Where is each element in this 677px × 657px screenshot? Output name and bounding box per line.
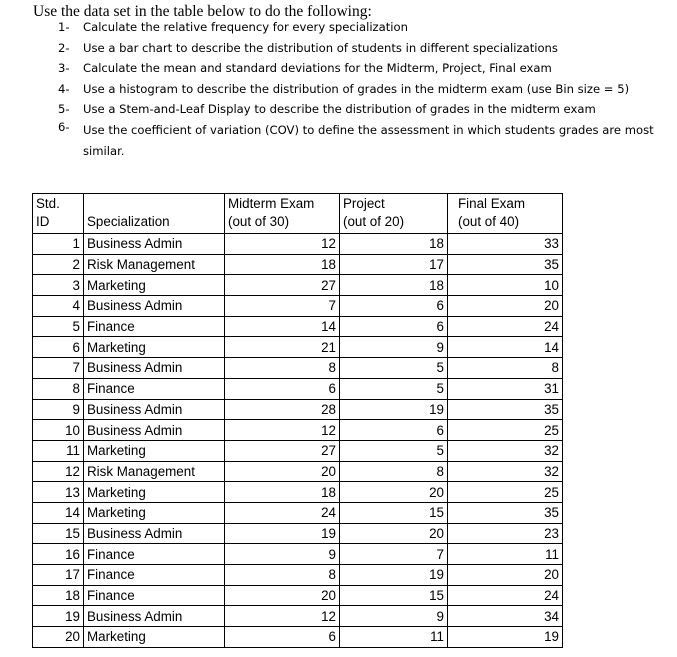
table-row bbox=[33, 565, 563, 586]
table-row bbox=[33, 606, 563, 627]
cell-std-id: 1 bbox=[33, 234, 84, 255]
task-number: 6- bbox=[58, 119, 70, 134]
table-row bbox=[33, 399, 563, 420]
cell-std-id: 13 bbox=[33, 482, 84, 503]
cell-std-id: 6 bbox=[33, 337, 84, 358]
cell-project: 5 bbox=[340, 378, 448, 399]
table-row bbox=[33, 378, 563, 399]
cell-std-id: 11 bbox=[33, 440, 84, 461]
table-row bbox=[33, 254, 563, 275]
grades-table bbox=[32, 193, 563, 648]
cell-specialization: Finance bbox=[84, 316, 225, 337]
header-specialization: Specialization bbox=[84, 194, 225, 234]
cell-project: 18 bbox=[340, 234, 448, 255]
cell-project: 7 bbox=[340, 544, 448, 565]
task-item bbox=[58, 61, 673, 82]
cell-midterm: 12 bbox=[225, 234, 340, 255]
cell-final: 11 bbox=[448, 544, 563, 565]
cell-midterm: 27 bbox=[225, 275, 340, 296]
cell-specialization: Risk Management bbox=[84, 254, 225, 275]
cell-final: 19 bbox=[448, 627, 563, 648]
cell-specialization: Business Admin bbox=[84, 523, 225, 544]
task-number: 5- bbox=[58, 102, 70, 117]
cell-midterm: 12 bbox=[225, 420, 340, 441]
cell-specialization: Marketing bbox=[84, 482, 225, 503]
cell-final: 25 bbox=[448, 482, 563, 503]
cell-midterm: 19 bbox=[225, 523, 340, 544]
cell-project: 5 bbox=[340, 358, 448, 379]
cell-final: 33 bbox=[448, 234, 563, 255]
cell-std-id: 19 bbox=[33, 606, 84, 627]
cell-final: 14 bbox=[448, 337, 563, 358]
cell-midterm: 8 bbox=[225, 358, 340, 379]
cell-project: 6 bbox=[340, 296, 448, 317]
cell-midterm: 24 bbox=[225, 502, 340, 523]
table-row bbox=[33, 420, 563, 441]
cell-std-id: 12 bbox=[33, 461, 84, 482]
table-row bbox=[33, 337, 563, 358]
cell-specialization: Business Admin bbox=[84, 234, 225, 255]
cell-final: 20 bbox=[448, 296, 563, 317]
cell-midterm: 14 bbox=[225, 316, 340, 337]
header-std-id: Std. ID bbox=[33, 194, 84, 234]
table-row bbox=[33, 544, 563, 565]
cell-midterm: 8 bbox=[225, 565, 340, 586]
cell-std-id: 3 bbox=[33, 275, 84, 296]
cell-specialization: Marketing bbox=[84, 502, 225, 523]
cell-specialization: Business Admin bbox=[84, 296, 225, 317]
cell-specialization: Business Admin bbox=[84, 399, 225, 420]
cell-midterm: 18 bbox=[225, 254, 340, 275]
task-number: 1- bbox=[58, 20, 70, 34]
cell-project: 9 bbox=[340, 606, 448, 627]
cell-specialization: Business Admin bbox=[84, 358, 225, 379]
cell-specialization: Marketing bbox=[84, 337, 225, 358]
header-project: Project (out of 20) bbox=[340, 194, 448, 234]
cell-std-id: 16 bbox=[33, 544, 84, 565]
cell-midterm: 6 bbox=[225, 378, 340, 399]
cell-final: 8 bbox=[448, 358, 563, 379]
cell-specialization: Finance bbox=[84, 585, 225, 606]
cell-final: 35 bbox=[448, 502, 563, 523]
cell-project: 19 bbox=[340, 399, 448, 420]
cell-specialization: Business Admin bbox=[84, 606, 225, 627]
task-number: 2- bbox=[58, 40, 70, 55]
cell-project: 20 bbox=[340, 523, 448, 544]
cell-specialization: Marketing bbox=[84, 275, 225, 296]
cell-std-id: 10 bbox=[33, 420, 84, 441]
cell-midterm: 18 bbox=[225, 482, 340, 503]
cell-midterm: 21 bbox=[225, 337, 340, 358]
header-midterm: Midterm Exam (out of 30) bbox=[225, 194, 340, 234]
cell-specialization: Finance bbox=[84, 544, 225, 565]
cell-project: 17 bbox=[340, 254, 448, 275]
cell-std-id: 8 bbox=[33, 378, 84, 399]
cell-project: 18 bbox=[340, 275, 448, 296]
instructions-title: Use the data set in the table below to do the following: bbox=[33, 3, 372, 20]
task-list bbox=[58, 20, 673, 162]
cell-specialization: Risk Management bbox=[84, 461, 225, 482]
table-row bbox=[33, 358, 563, 379]
cell-specialization: Business Admin bbox=[84, 420, 225, 441]
cell-project: 20 bbox=[340, 482, 448, 503]
task-text: Calculate the mean and standard deviations for the Midterm, Project, Final exam bbox=[83, 61, 552, 76]
cell-final: 24 bbox=[448, 316, 563, 337]
cell-specialization: Marketing bbox=[84, 440, 225, 461]
cell-midterm: 9 bbox=[225, 544, 340, 565]
task-item bbox=[58, 82, 673, 103]
cell-specialization: Finance bbox=[84, 565, 225, 586]
cell-std-id: 18 bbox=[33, 585, 84, 606]
cell-final: 10 bbox=[448, 275, 563, 296]
table-row bbox=[33, 585, 563, 606]
table-row bbox=[33, 234, 563, 255]
cell-final: 32 bbox=[448, 440, 563, 461]
cell-project: 8 bbox=[340, 461, 448, 482]
cell-midterm: 20 bbox=[225, 585, 340, 606]
cell-midterm: 28 bbox=[225, 399, 340, 420]
task-text: Calculate the relative frequency for every specialization bbox=[83, 20, 408, 34]
cell-final: 31 bbox=[448, 378, 563, 399]
cell-midterm: 6 bbox=[225, 627, 340, 648]
cell-std-id: 14 bbox=[33, 502, 84, 523]
cell-final: 32 bbox=[448, 461, 563, 482]
cell-std-id: 20 bbox=[33, 627, 84, 648]
cell-std-id: 2 bbox=[33, 254, 84, 275]
cell-midterm: 12 bbox=[225, 606, 340, 627]
task-item bbox=[58, 20, 673, 41]
cell-project: 15 bbox=[340, 585, 448, 606]
cell-final: 35 bbox=[448, 254, 563, 275]
task-number: 3- bbox=[58, 61, 70, 76]
cell-project: 6 bbox=[340, 420, 448, 441]
task-number: 4- bbox=[58, 81, 70, 96]
table-row bbox=[33, 482, 563, 503]
task-text: Use a Stem-and-Leaf Display to describe the distribution of grades in the midterm exam bbox=[83, 102, 596, 117]
cell-std-id: 4 bbox=[33, 296, 84, 317]
cell-project: 15 bbox=[340, 502, 448, 523]
cell-std-id: 9 bbox=[33, 399, 84, 420]
table-row bbox=[33, 316, 563, 337]
table-body bbox=[33, 234, 563, 648]
task-item bbox=[58, 41, 673, 62]
cell-final: 20 bbox=[448, 565, 563, 586]
cell-specialization: Finance bbox=[84, 378, 225, 399]
cell-midterm: 7 bbox=[225, 296, 340, 317]
cell-project: 5 bbox=[340, 440, 448, 461]
cell-final: 25 bbox=[448, 420, 563, 441]
cell-std-id: 5 bbox=[33, 316, 84, 337]
cell-final: 34 bbox=[448, 606, 563, 627]
table-row bbox=[33, 627, 563, 648]
cell-midterm: 20 bbox=[225, 461, 340, 482]
task-text: Use a bar chart to describe the distribution of students in different specializations bbox=[83, 40, 558, 55]
table-row bbox=[33, 440, 563, 461]
table-row bbox=[33, 502, 563, 523]
cell-final: 23 bbox=[448, 523, 563, 544]
cell-project: 19 bbox=[340, 565, 448, 586]
cell-midterm: 27 bbox=[225, 440, 340, 461]
cell-project: 11 bbox=[340, 627, 448, 648]
task-item bbox=[58, 120, 673, 162]
table-row bbox=[33, 461, 563, 482]
cell-std-id: 15 bbox=[33, 523, 84, 544]
table-header-row bbox=[33, 194, 563, 234]
cell-project: 6 bbox=[340, 316, 448, 337]
cell-project: 9 bbox=[340, 337, 448, 358]
table-row bbox=[33, 523, 563, 544]
task-text: Use the coefficient of variation (COV) to define the assessment in which students grades are most similar. bbox=[83, 122, 654, 158]
task-text: Use a histogram to describe the distribution of grades in the midterm exam (use Bin size = 5) bbox=[83, 81, 630, 96]
cell-std-id: 17 bbox=[33, 565, 84, 586]
table-row bbox=[33, 296, 563, 317]
cell-final: 24 bbox=[448, 585, 563, 606]
cell-specialization: Marketing bbox=[84, 627, 225, 648]
table-row bbox=[33, 275, 563, 296]
cell-std-id: 7 bbox=[33, 358, 84, 379]
cell-final: 35 bbox=[448, 399, 563, 420]
header-final: Final Exam (out of 40) bbox=[448, 194, 563, 234]
